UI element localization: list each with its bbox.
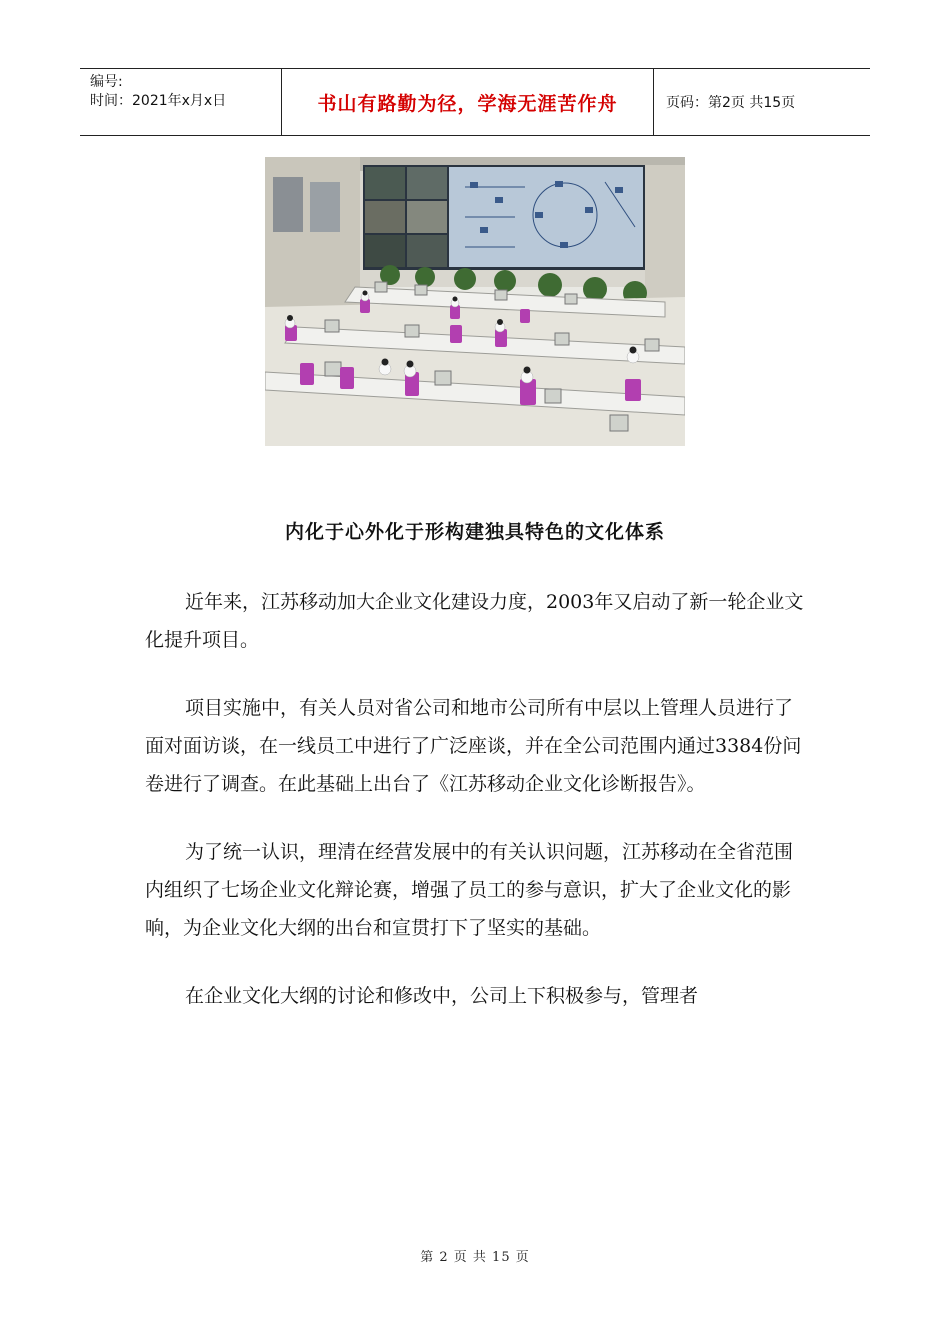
article-body (145, 583, 805, 1045)
paragraph: 为了统一认识，理清在经营发展中的有关认识问题，江苏移动在全省范围内组织了七场企业文化辩论赛，增强了员工的参与意识，扩大了企业文化的影响，为企业文化大纲的出台和宣贯打下了坚实的基础。 (145, 841, 794, 939)
paragraph: 近年来，江苏移动加大企业文化建设力度，2003年又启动了新一轮企业文化提升项目。 (145, 591, 804, 651)
header-page-info: 页码：第2页 共15页 (666, 95, 796, 111)
control-room-photo (265, 157, 685, 446)
control-room-illustration (265, 157, 685, 446)
page-header (80, 68, 870, 136)
serial-label: 编号: (90, 74, 123, 90)
paragraph: 在企业文化大纲的讨论和修改中，公司上下积极参与，管理者 (185, 985, 699, 1007)
page-footer: 第 2 页 共 15 页 (420, 1250, 530, 1265)
header-motto: 书山有路勤为径，学海无涯苦作舟 (282, 69, 654, 135)
article-title: 内化于心外化于形构建独具特色的文化体系 (284, 521, 665, 543)
header-meta (80, 69, 282, 135)
paragraph: 项目实施中，有关人员对省公司和地市公司所有中层以上管理人员进行了面对面访谈，在一线员工中进行了广泛座谈，并在全公司范围内通过3384份问卷进行了调查。在此基础上出台了《江苏移动企业文化诊断报告》。 (145, 697, 802, 795)
time-label: 时间：2021年x月x日 (90, 93, 227, 109)
